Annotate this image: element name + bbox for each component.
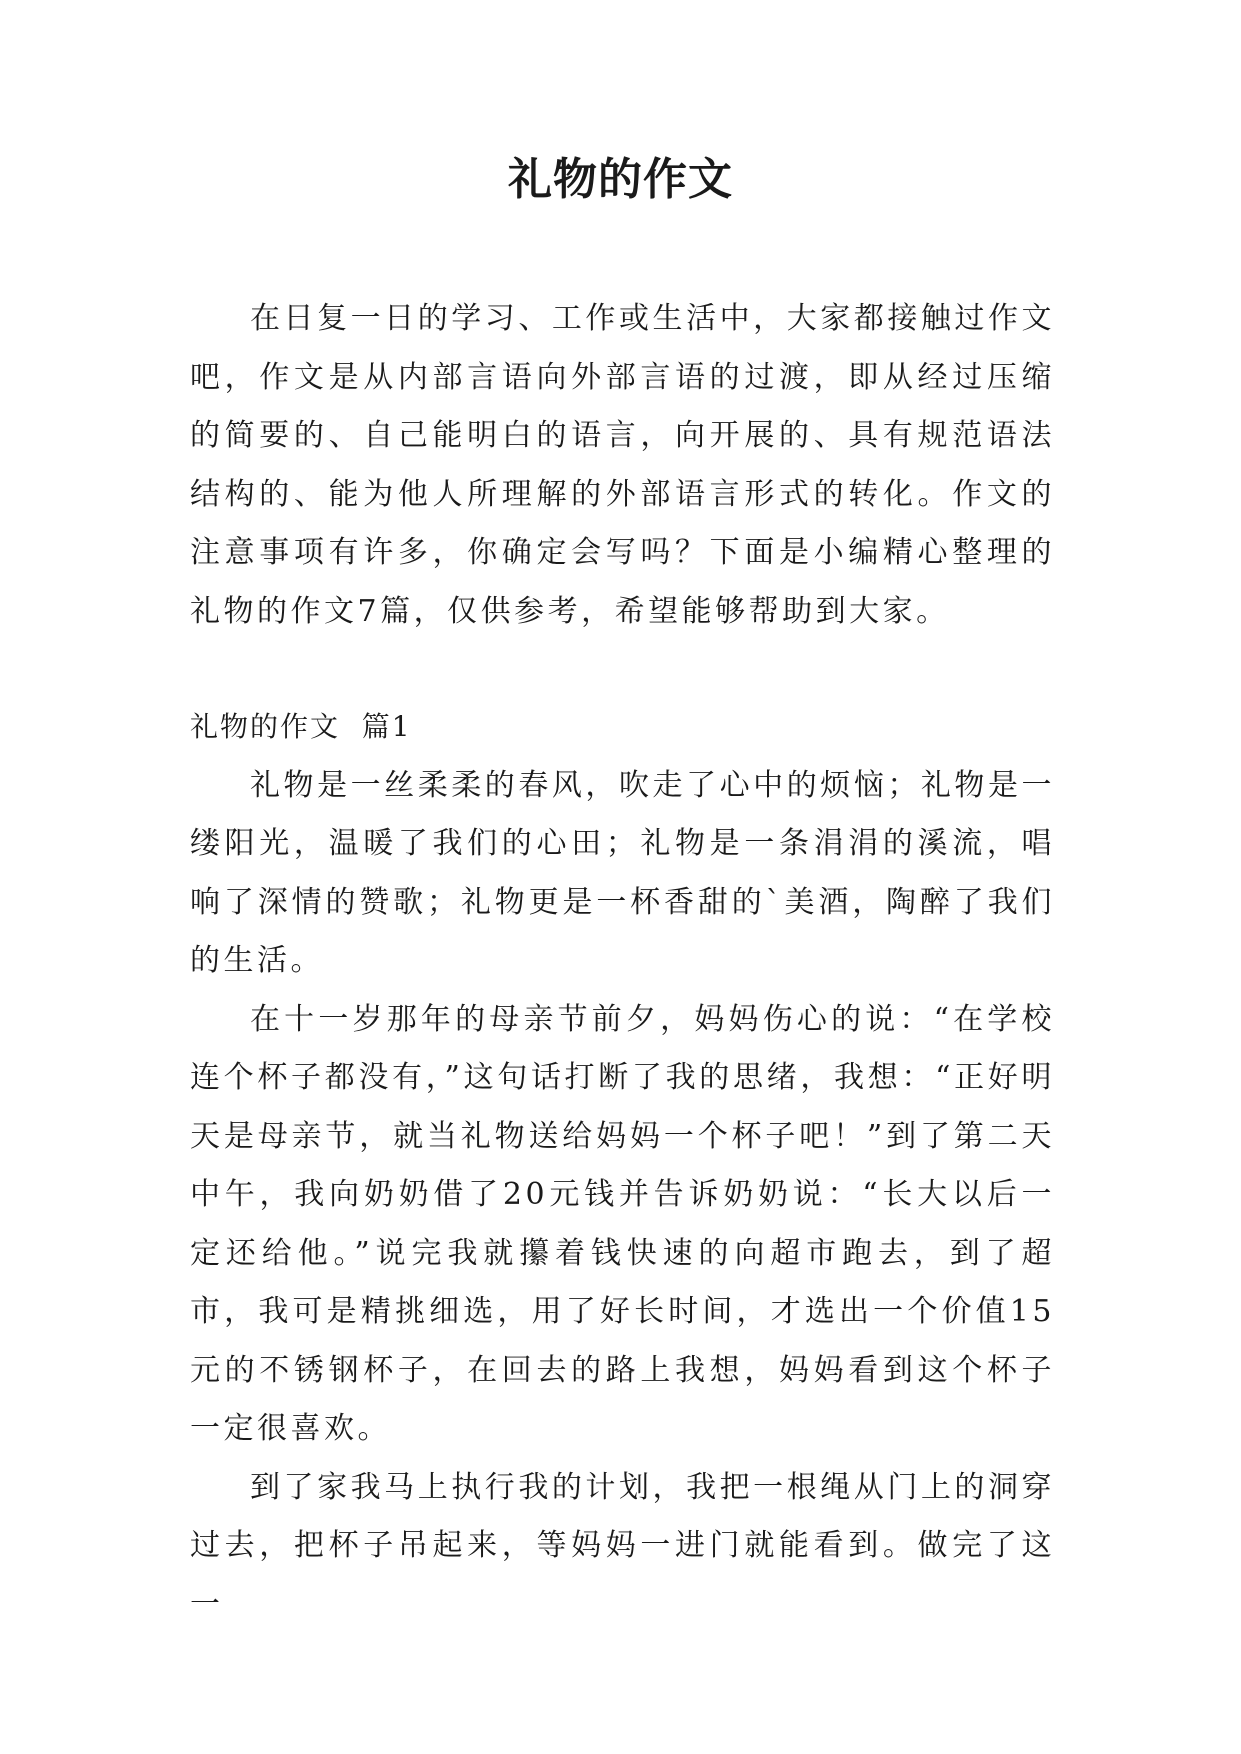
document-title: 礼物的作文 — [508, 154, 733, 205]
section-heading: 礼物的作文 篇1 — [190, 710, 412, 743]
body-paragraph: 在十一岁那年的母亲节前夕，妈妈伤心的说：“在学校连个杯子都没有，”这句话打断了我的思绪，我想：“正好明天是母亲节，就当礼物送给妈妈一个杯子吧！”到了第二天中午，我向奶奶借了20元钱并告诉奶奶说：“长大以后一定还给他。”说完我就攥着钱快速的向超市跑去，到了超市，我可是精挑细选，用了好长时间，才选出一个价值15元的不锈钢杯子，在回去的路上我想，妈妈看到这个杯子一定很喜欢。 — [190, 1001, 1055, 1446]
intro-paragraph: 在日复一日的学习、工作或生活中，大家都接触过作文吧，作文是从内部言语向外部言语的过渡，即从经过压缩的简要的、自己能明白的语言，向开展的、具有规范语法结构的、能为他人所理解的外部语言形式的转化。作文的注意事项有许多，你确定会写吗？下面是小编精心整理的礼物的作文7篇，仅供参考，希望能够帮助到大家。 — [190, 301, 1055, 629]
body-paragraph: 礼物是一丝柔柔的春风，吹走了心中的烦恼；礼物是一缕阳光，温暖了我们的心田；礼物是一条涓涓的溪流，唱响了深情的赞歌；礼物更是一杯香甜的`美酒，陶醉了我们的生活。 — [190, 767, 1055, 978]
body-paragraph: 到了家我马上执行我的计划，我把一根绳从门上的洞穿过去，把杯子吊起来，等妈妈一进门就能看到。做完了这一 — [190, 1469, 1055, 1622]
document-body — [190, 290, 1055, 1634]
